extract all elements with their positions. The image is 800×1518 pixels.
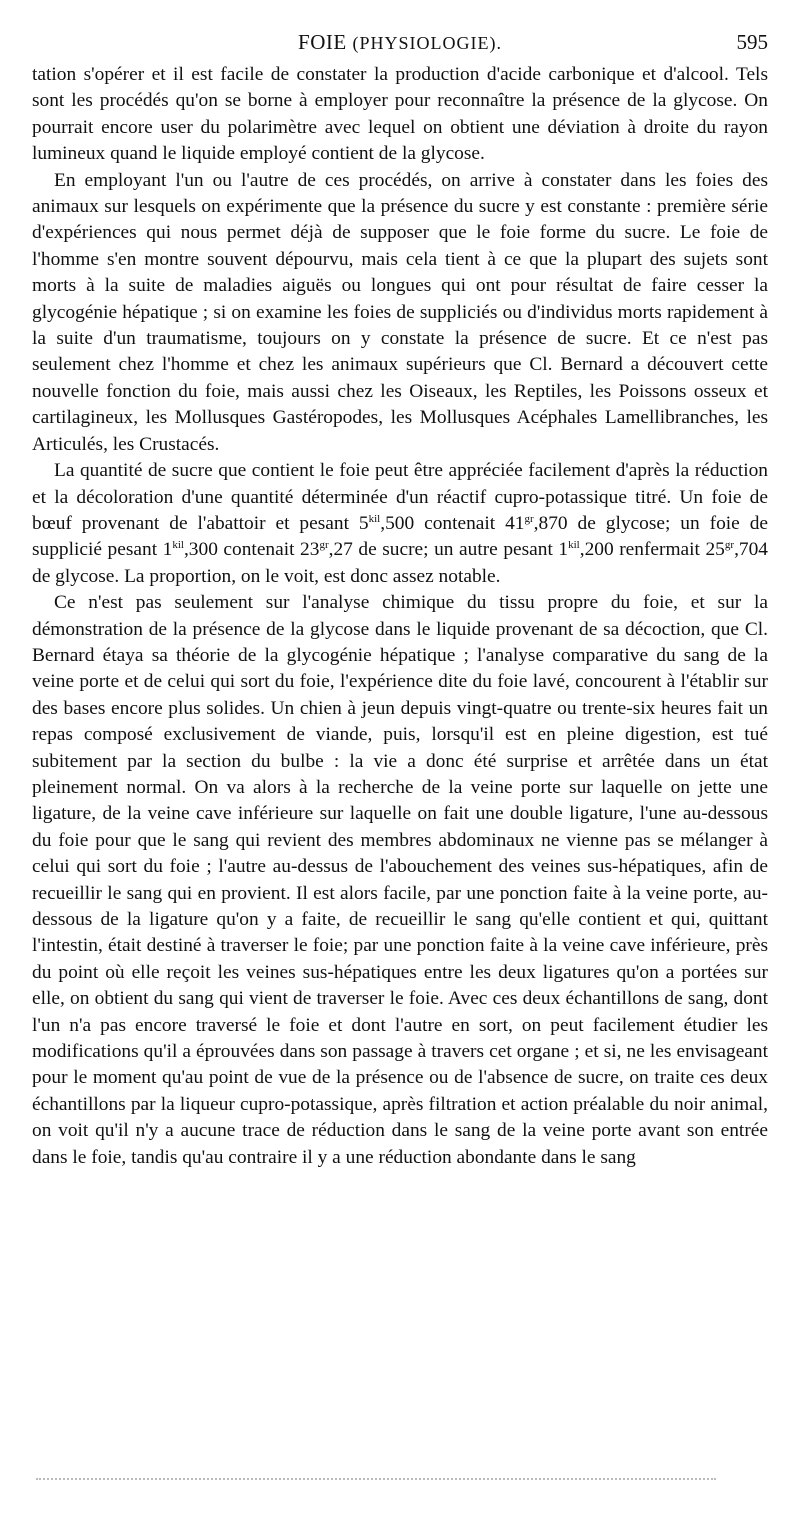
running-title-main: FOIE [298,30,347,54]
paragraph-sugar-detection: En employant l'un ou l'autre de ces procédés, on arrive à constater dans les foies des animaux sur lesquels on expérimente que la présence du sucre y est constante : première série d'expériences qui nous permet déjà de supposer que le foie forme du sucre. Le foie de l'homme s'en montre souvent dépourvu, mais cela tient à ce que la plupart des sujets sont morts à la suite de maladies aiguës ou longues qui ont pour résultat de faire cesser la glycogénie hépatique ; si on examine les foies de suppliciés ou d'individus morts rapidement à la suite d'un traumatisme, toujours on y constate la présence de sucre. Et ce n'est pas seulement chez l'homme et chez les animaux supérieurs que Cl. Bernard a découvert cette nouvelle fonction du foie, mais aussi chez les Oiseaux, les Reptiles, les Poissons osseux et cartilagineux, les Mollusques Gastéropodes, les Mollusques Acéphales Lamellibranches, les Articulés, les Crustacés. [32,169,768,455]
unit-superscript: gr [319,539,329,552]
text-run: ,300 contenait 23 [183,539,320,561]
text-body [32,62,768,1171]
page-number: 595 [736,30,768,54]
text-run: ,200 renfermait 25 [579,539,725,561]
running-title-sub: (PHYSIOLOGIE). [352,33,502,53]
paragraph-sugar-quantity [32,458,768,590]
running-title [32,30,768,55]
text-run: ,500 contenait 41 [380,512,525,534]
text-run: ,27 de sucre; un autre pesant 1 [328,539,569,561]
unit-superscript: kil [172,539,184,552]
unit-superscript: kil [568,539,580,552]
running-header [32,30,768,64]
text-run: ,870 de glycose; un foie de supplicié pesant 1 [32,512,768,561]
paragraph-continuation: tation s'opérer et il est facile de constater la production d'acide carbonique et d'alcool. Tels sont les procédés qu'on se borne à employer pour reconnaître la présence de la glycose. On pourrait encore user du polarimètre avec lequel on obtient une déviation à droite du rayon lumineux quand le liquide employé contient de la glycose. [32,64,768,165]
footer-divider [36,1478,716,1480]
text-run: ,704 de glycose. La proportion, on le voit, est donc assez notable. [32,539,768,587]
unit-superscript: gr [724,539,735,552]
text-run: La quantité de sucre que contient le foie peut être appréciée facilement d'après la réduction et la décoloration d'une quantité déterminée d'un réactif cupro-potassique titré. Un foie de bœuf provenant de l'abattoir et pesant 5 [32,460,768,534]
unit-superscript: gr [524,512,534,525]
unit-superscript: kil [368,512,381,525]
paragraph-blood-analysis: Ce n'est pas seulement sur l'analyse chimique du tissu propre du foie, et sur la démonstration de la présence de la glycose dans le liquide provenant de sa décoction, que Cl. Bernard étaya sa théorie de la glycogénie hépatique ; l'analyse comparative du sang de la veine porte et de celui qui sort du foie, l'expérience dite du foie lavé, concourent à l'établir sur des bases encore plus solides. Un chien à jeun depuis vingt-quatre ou trente-six heures fait un repas composé exclusivement de viande, puis, lorsqu'il est en pleine digestion, est tué subitement par la section du bulbe : la vie a donc été surprise et arrêtée dans un état pleinement normal. On va alors à la recherche de la veine porte sur laquelle on jette une ligature, de la veine cave inférieure sur laquelle on fait une double ligature, l'une au-dessous du foie pour que le sang qui revient des membres abdominaux ne vienne pas se mélanger à celui qui sort du foie ; l'autre au-dessus de l'abouchement des veines sus-hépatiques, afin de recueillir le sang qui en provient. Il est alors facile, par une ponction faite à la veine porte, au-dessous de la ligature qu'on y a faite, de recueillir le sang qu'elle contient et qui, quittant l'intestin, était destiné à traverser le foie; par une ponction faite à la veine cave inférieure, près du point où elle reçoit les veines sus-hépatiques entre les deux ligatures qu'on a portées sur elle, on obtient du sang qui vient de traverser le foie. Avec ces deux échantillons de sang, dont l'un n'a pas encore traversé le foie et dont l'autre en sort, on peut facilement étudier les modifications qu'il a éprouvées dans son passage à travers cet organe ; et si, ne les envisageant pour le moment qu'au point de vue de la présence ou de l'absence de sucre, on traite ces deux échantillons par la liqueur cupro-potassique, après filtration et action préalable du noir animal, on voit qu'il n'y a aucune trace de réduction dans le sang de la veine porte avant son entrée dans le foie, tandis qu'au contraire il y a une réduction abondante dans le sang [32,592,768,1168]
